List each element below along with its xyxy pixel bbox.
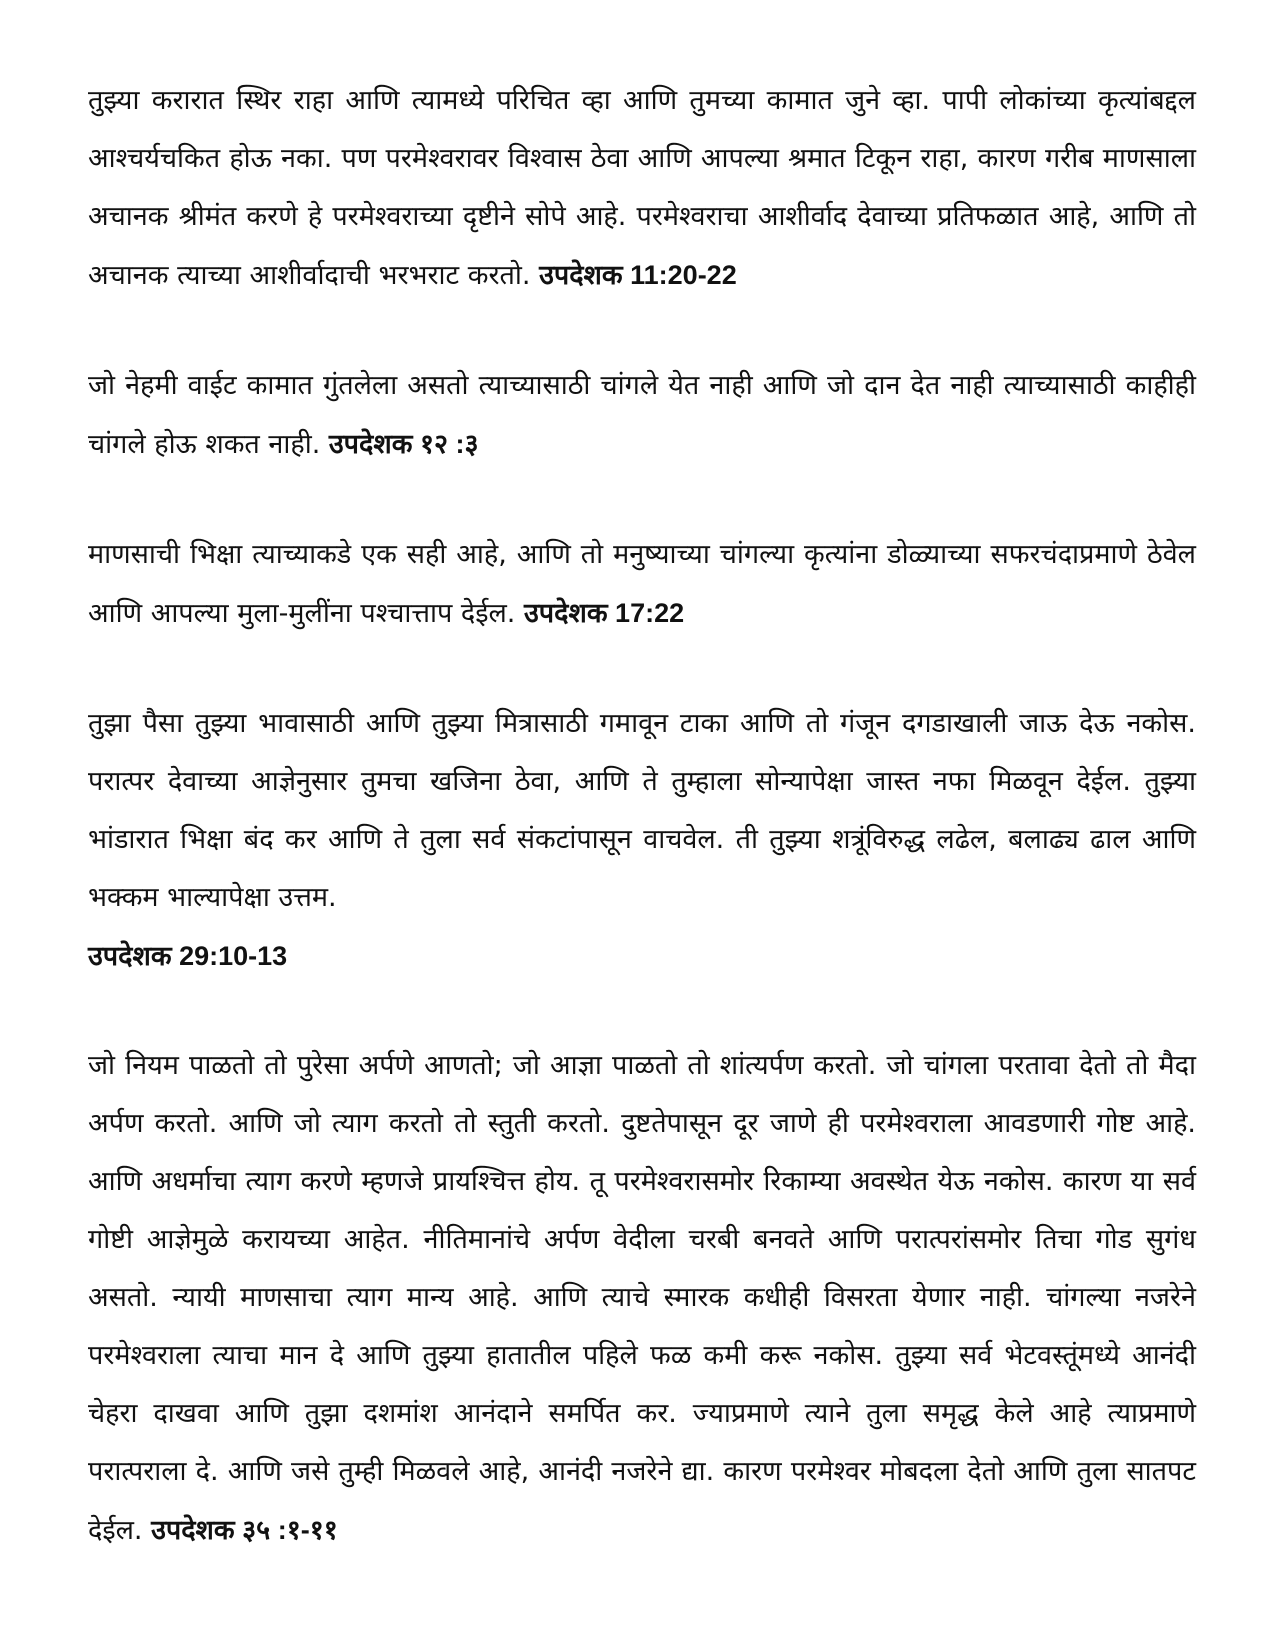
paragraph-text: जो नेहमी वाईट कामात गुंतलेला असतो त्याच्यासाठी चांगले येत नाही आणि जो दान देत नाही त्याच्यासाठी काहीही चांगले होऊ शकत नाही. [88,370,1196,460]
scripture-reference: उपदेशक ३५ :१-११ [151,1515,338,1545]
scripture-reference: उपदेशक १२ :३ [328,429,479,459]
paragraph-5 [88,1037,1196,1560]
paragraph-1 [88,72,1196,305]
document-page [88,72,1196,1612]
paragraph-text: जो नियम पाळतो तो पुरेसा अर्पणे आणतो; जो आज्ञा पाळतो तो शांत्यर्पण करतो. जो चांगला परतावा देतो तो मैदा अर्पण करतो. आणि जो त्याग करतो तो स्तुती करतो. दुष्टतेपासून दूर जाणे ही परमेश्वराला आवडणारी गोष्ट आहे. आणि अधर्माचा त्याग करणे म्हणजे प्रायश्चित्त होय. तू परमेश्वरासमोर रिकाम्या अवस्थेत येऊ नकोस. कारण या सर्व गोष्टी आज्ञेमुळे करायच्या आहेत. नीतिमानांचे अर्पण वेदीला चरबी बनवते आणि परात्परांसमोर तिचा गोड सुगंध असतो. न्यायी माणसाचा त्याग मान्य आहे. आणि त्याचे स्मारक कधीही विसरता येणार नाही. चांगल्या नजरेने परमेश्वराला त्याचा मान दे आणि तुझ्या हातातील पहिले फळ कमी करू नकोस. तुझ्या सर्व भेटवस्तूंमध्ये आनंदी चेहरा दाखवा आणि तुझा दशमांश आनंदाने समर्पित कर. ज्याप्रमाणे त्याने तुला समृद्ध केले आहे त्याप्रमाणे परात्पराला दे. आणि जसे तुम्ही मिळवले आहे, आनंदी नजरेने द्या. कारण परमेश्वर मोबदला देतो आणि तुला सातपट देईल. [88,1050,1196,1546]
paragraph-text: तुझ्या करारात स्थिर राहा आणि त्यामध्ये परिचित व्हा आणि तुमच्या कामात जुने व्हा. पापी लोकांच्या कृत्यांबद्दल आश्चर्यचकित होऊ नका. पण परमेश्वरावर विश्वास ठेवा आणि आपल्या श्रमात टिकून राहा, कारण गरीब माणसाला अचानक श्रीमंत करणे हे परमेश्वराच्या दृष्टीने सोपे आहे. परमेश्वराचा आशीर्वाद देवाच्या प्रतिफळात आहे, आणि तो अचानक त्याच्या आशीर्वादाची भरभराट करतो. [88,85,1196,291]
paragraph-text: माणसाची भिक्षा त्याच्याकडे एक सही आहे, आणि तो मनुष्याच्या चांगल्या कृत्यांना डोळ्याच्या सफरचंदाप्रमाणे ठेवेल आणि आपल्या मुला-मुलींना पश्चात्ताप देईल. [88,539,1196,629]
paragraph-3 [88,526,1196,643]
paragraph-4 [88,695,1196,985]
paragraph-text: तुझा पैसा तुझ्या भावासाठी आणि तुझ्या मित्रासाठी गमावून टाका आणि तो गंजून दगडाखाली जाऊ देऊ नकोस. परात्पर देवाच्या आज्ञेनुसार तुमचा खजिना ठेवा, आणि ते तुम्हाला सोन्यापेक्षा जास्त नफा मिळवून देईल. तुझ्या भांडारात भिक्षा बंद कर आणि ते तुला सर्व संकटांपासून वाचवेल. ती तुझ्या शत्रूंविरुद्ध लढेल, बलाढ्य ढाल आणि भक्कम भाल्यापेक्षा उत्तम. [88,708,1196,913]
scripture-reference: उपदेशक 29:10-13 [88,941,288,971]
scripture-reference: उपदेशक 11:20-22 [539,260,737,290]
paragraph-2 [88,357,1196,474]
scripture-reference: उपदेशक 17:22 [523,598,685,628]
